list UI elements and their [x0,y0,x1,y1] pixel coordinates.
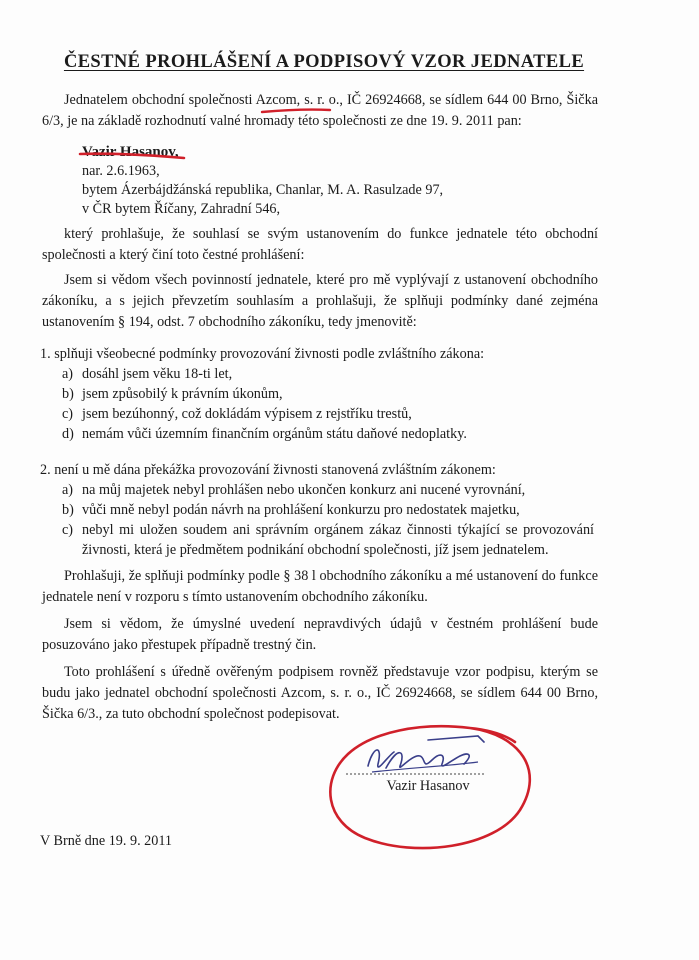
section2-item [62,480,602,500]
section1-item [62,404,602,424]
item-label: b) [62,502,74,518]
item-label: d) [62,426,74,442]
item-text: jsem bezúhonný, což dokládám výpisem z rejstříku trestů, [82,406,412,422]
item-text: vůči mně nebyl podán návrh na prohlášení konkurzu pro nedostatek majetku, [82,502,520,518]
person-address-1: bytem Ázerbájdžánská republika, Chanlar, M. A. Rasulzade 97, [82,182,444,198]
section1-item [62,424,602,444]
section2-item [62,500,602,520]
section2-item [62,520,602,560]
signatory-name: Vazir Hasanov [386,778,470,794]
section1-heading: 1. splňuji všeobecné podmínky provozování živnosti podle zvláštního zákona: [40,346,485,362]
awareness-paragraph: Jsem si vědom všech povinností jednatele, které pro mě vyplývají z ustanovení obchodního zákoníku, a s jejich převzetím souhlasím a prohlašuji, že splňuji podmínky dané zejména ustanovením § 194, odst. 7 obchodního zákoníku, tedy jmenovitě: [42,272,598,330]
person-address-2: v ČR bytem Říčany, Zahradní 546, [82,201,281,217]
signature-block [328,716,550,856]
item-text: nebyl mi uložen soudem ani správním orgánem zákaz činnosti týkající se provozování živnosti, která je předmětem podnikání obchodní společnosti, jíž jsem jednatelem. [82,522,594,558]
item-label: a) [62,366,74,382]
item-text: nemám vůči územním finančním orgánům státu daňové nedoplatky. [82,426,467,442]
person-block [82,143,443,219]
section2-heading: 2. není u mě dána překážka provozování živnosti stanovená zvláštním zákonem: [40,462,496,478]
place-date: V Brně dne 19. 9. 2011 [40,833,173,849]
item-text: dosáhl jsem věku 18-ti let, [82,366,233,382]
item-text: jsem způsobilý k právním úkonům, [82,386,283,402]
section1-item [62,384,602,404]
item-text: na můj majetek nebyl prohlášen nebo ukončen konkurz ani nucené vyrovnání, [82,482,526,498]
declaration-paragraph: Prohlašuji, že splňuji podmínky podle § 38 l obchodního zákoníku a mé ustanovení do funkce jednatele není v rozporu s tímto ustanovením obchodního zákoníku. [42,568,598,605]
person-name: Vazir Hasanov, [82,144,179,160]
document-title: ČESTNÉ PROHLÁŠENÍ A PODPISOVÝ VZOR JEDNATELE [63,52,585,72]
liability-paragraph: Jsem si vědom, že úmyslné uvedení nepravdivých údajů v čestném prohlášení bude posuzováno jako přestupek případně trestný čin. [42,616,598,653]
section1-item [62,364,602,384]
item-label: b) [62,386,74,402]
person-born: nar. 2.6.1963, [82,163,160,179]
intro-paragraph: Jednatelem obchodní společnosti Azcom, s. r. o., IČ 26924668, se sídlem 644 00 Brno, Šička 6/3, je na základě rozhodnutí valné hromady této společnosti ze dne 19. 9. 2011 pan: [42,92,598,129]
item-label: c) [62,406,74,422]
signature-note-paragraph: Toto prohlášení s úředně ověřeným podpisem rovněž představuje vzor podpisu, kterým se budu jako jednatel obchodní společnosti Azcom, s. r. o., IČ 26924668, se sídlem 644 00 Brno, Šička 6/3., za tuto obchodní společnost podepisovat. [42,664,598,722]
item-label: c) [62,522,74,538]
consent-paragraph: který prohlašuje, že souhlasí se svým ustanovením do funkce jednatele této obchodní společnosti a který činí toto čestné prohlášení: [42,226,598,263]
item-label: a) [62,482,74,498]
